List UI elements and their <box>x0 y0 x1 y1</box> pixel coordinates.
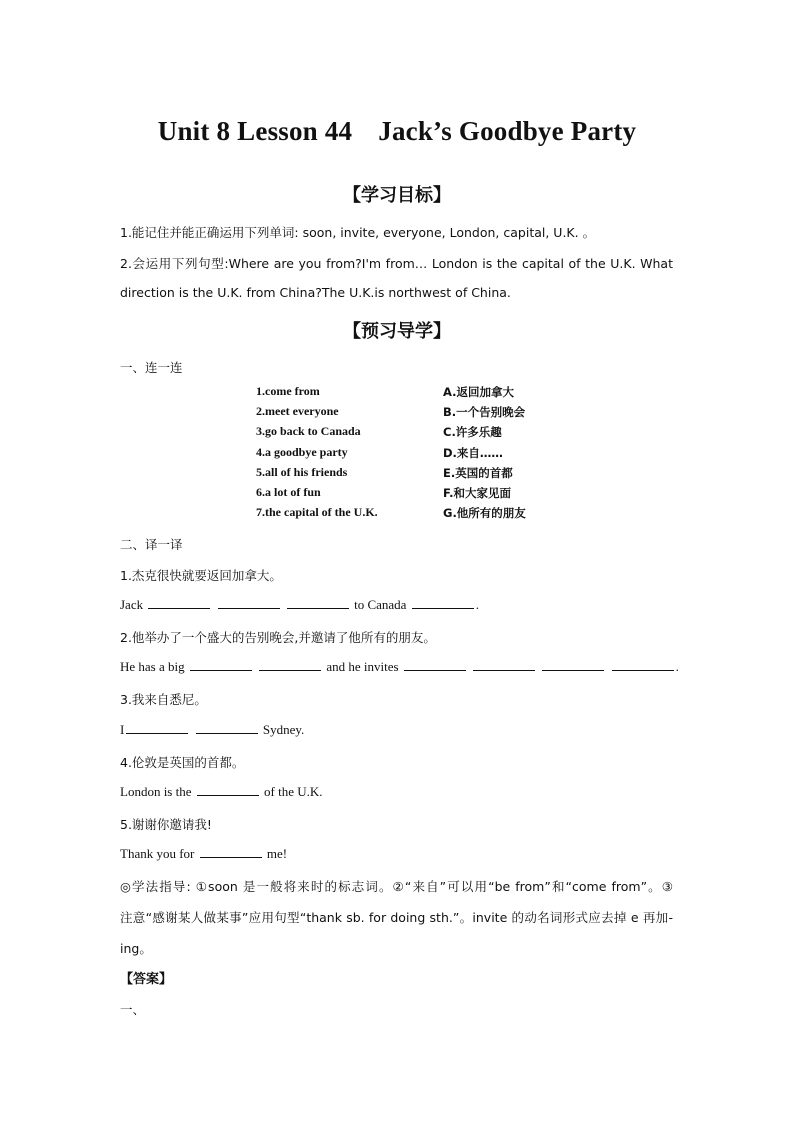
part-1-title: 一、连一连 <box>120 360 183 375</box>
question-4-english <box>120 784 323 800</box>
title-unit-lesson: Unit 8 Lesson 44 <box>157 116 353 146</box>
matching-english: 3.go back to Canada <box>256 424 361 439</box>
matching-chinese: A.返回加拿大 <box>443 385 514 399</box>
matching-row <box>256 505 556 525</box>
question-text: London is the <box>120 784 192 799</box>
matching-chinese: F.和大家见面 <box>443 485 512 500</box>
question-text: Sydney. <box>262 722 305 737</box>
title-lesson-name: Jack’s Goodbye Party <box>378 116 637 146</box>
matching-english: 7.the capital of the U.K. <box>256 505 378 520</box>
answer-blank[interactable] <box>218 597 280 609</box>
answer-blank[interactable] <box>542 659 604 671</box>
question-5-english <box>120 846 287 862</box>
goals-heading: 【学习目标】 <box>343 185 451 206</box>
matching-row <box>256 384 556 404</box>
question-text: Jack <box>120 597 144 612</box>
part-2-title: 二、译一译 <box>120 537 183 552</box>
answers-part-1: 一、 <box>120 1002 146 1017</box>
preview-heading: 【预习导学】 <box>343 321 451 342</box>
matching-english: 1.come from <box>256 384 320 398</box>
question-text: He has a big <box>120 659 185 674</box>
matching-chinese: C.许多乐趣 <box>443 425 502 440</box>
matching-english: 6.a lot of fun <box>256 484 321 499</box>
answer-blank[interactable] <box>287 597 349 609</box>
question-text: and he invites <box>326 659 399 674</box>
matching-row <box>256 445 556 465</box>
question-5-chinese: 5.谢谢你邀请我! <box>120 817 212 832</box>
answer-blank[interactable] <box>259 659 321 671</box>
answer-blank[interactable] <box>200 846 262 858</box>
matching-exercise <box>256 384 556 525</box>
question-4-chinese: 4.伦敦是英国的首都。 <box>120 755 245 770</box>
answer-blank[interactable] <box>190 659 252 671</box>
answer-blank[interactable] <box>197 784 259 796</box>
answer-blank[interactable] <box>473 659 535 671</box>
goal-item-2-line-1: 2.会运用下列句型:Where are you from?I'm from… London is the capital of the U.K. What <box>120 256 673 271</box>
question-text: . <box>475 597 479 612</box>
answer-blank[interactable] <box>412 597 474 609</box>
answer-blank[interactable] <box>196 722 258 734</box>
matching-row <box>256 404 556 424</box>
page-title <box>0 116 794 147</box>
matching-row <box>256 485 556 505</box>
matching-row <box>256 424 556 444</box>
matching-row <box>256 465 556 485</box>
question-3-english <box>120 722 304 738</box>
answer-blank[interactable] <box>126 722 188 734</box>
matching-chinese: B.一个告别晚会 <box>443 405 526 420</box>
question-1-english <box>120 597 479 613</box>
answer-blank[interactable] <box>148 597 210 609</box>
answer-blank[interactable] <box>404 659 466 671</box>
goal-item-1: 1.能记住并能正确运用下列单词: soon, invite, everyone, London, capital, U.K. 。 <box>120 225 596 240</box>
study-guide-line-1: ◎学法指导: ①soon 是一般将来时的标志词。②“来自”可以用“be from”和“come from”。③ <box>120 879 673 894</box>
matching-english: 4.a goodbye party <box>256 444 348 459</box>
question-text: to Canada <box>354 597 407 612</box>
question-text: me! <box>266 846 288 861</box>
question-text: . <box>675 659 679 674</box>
answer-blank[interactable] <box>612 659 674 671</box>
question-2-chinese: 2.他举办了一个盛大的告别晚会,并邀请了他所有的朋友。 <box>120 630 436 645</box>
study-guide-line-2: 注意“感谢某人做某事”应用句型“thank sb. for doing sth.”。invite 的动名词形式应去掉 e 再加- <box>120 910 673 925</box>
matching-english: 2.meet everyone <box>256 404 339 419</box>
question-text: of the U.K. <box>264 784 323 799</box>
matching-chinese: D.来自…… <box>443 445 503 460</box>
question-3-chinese: 3.我来自悉尼。 <box>120 692 207 707</box>
question-text: Thank you for <box>120 846 195 861</box>
question-1-chinese: 1.杰克很快就要返回加拿大。 <box>120 568 282 583</box>
matching-english: 5.all of his friends <box>256 464 348 479</box>
goal-item-2-line-2: direction is the U.K. from China?The U.K.is northwest of China. <box>120 285 511 300</box>
question-2-english <box>120 659 679 675</box>
matching-chinese: E.英国的首都 <box>443 465 513 480</box>
study-guide-line-3: ing。 <box>120 941 152 956</box>
answers-heading: 【答案】 <box>120 972 173 987</box>
matching-chinese: G.他所有的朋友 <box>443 506 526 521</box>
question-text: I <box>120 722 125 737</box>
